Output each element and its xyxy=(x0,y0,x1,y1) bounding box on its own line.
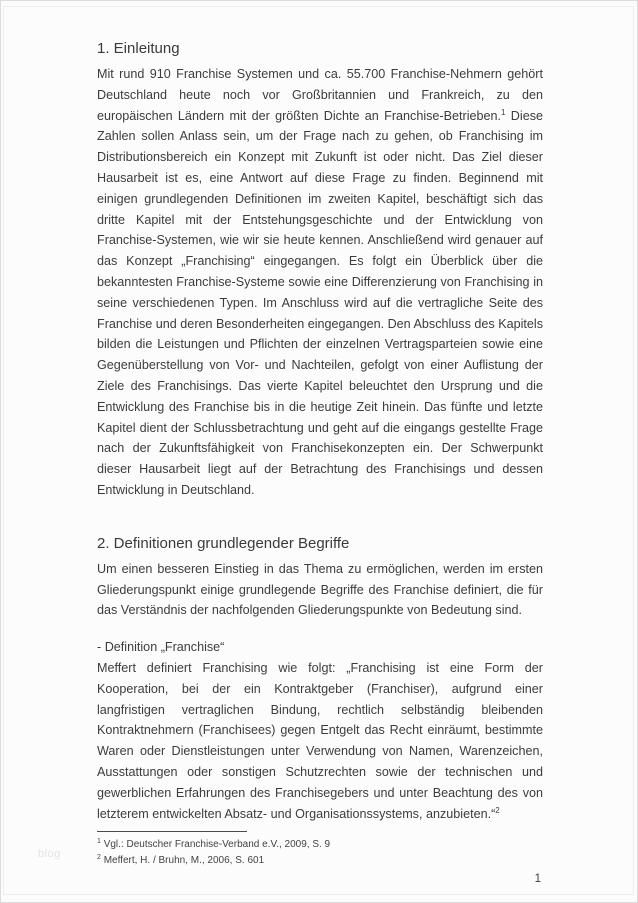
section-2-heading: 2. Definitionen grundlegender Begriffe xyxy=(97,534,350,552)
footnote-divider xyxy=(97,831,247,832)
watermark-text: blog xyxy=(38,848,61,860)
section-1-text-after-ref: Diese Zahlen sollen Anlass sein, um der Frage nach zu gehen, ob Franchising im Distributionsbereich ein Konzept mit Zukunft ist oder nicht. Das Ziel dieser Hausarbeit ist es, eine Antwort auf diese Frage zu finden. Beginnend mit einigen grundlegenden Definitionen im zweiten Kapitel, beschäftigt sich das dritte Kapitel mit der Entstehungsgeschichte und der Entwicklung von Franchise-Systemen, wie wir sie heute kennen. Anschließend wird genauer auf das Konzept „Franchising“ eingegangen. Es folgt ein Überblick über die bekanntesten Franchise-Systeme sowie eine Differenzierung von Franchising in seine verschiedenen Typen. Im Anschluss wird auf die vertragliche Seite des Franchise und deren Besonderheiten eingegangen. Den Abschluss des Kapitels bilden die Leistungen und Pflichten der einzelnen Vertragsparteien sowie eine Gegenüberstellung von Vor- und Nachteilen, gefolgt von einer Auflistung der Ziele des Franchisings. Das vierte Kapitel beleuchtet den Ursprung und die Entwicklung des Franchise bis in die heutige Zeit hinein. Das fünfte und letzte Kapitel dient der Schlussbetrachtung und geht auf die eingangs gestellte Frage nach der Zukunftsfähigkeit von Franchisekonzepten ein. Der Schwerpunkt dieser Hausarbeit liegt auf der Betrachtung des Franchisings und dessen Entwicklung in Deutschland. xyxy=(97,108,543,497)
footnote-2-marker: 2 xyxy=(97,854,101,862)
section-1-text-before-ref: Mit rund 910 Franchise Systemen und ca. 55.700 Franchise-Nehmern gehört Deutschland heute noch vor Großbritannien und Frankreich, zu den europäischen Ländern mit der größten Dichte an Franchise-Betrieben. xyxy=(97,67,543,123)
definition-franchise-subheading: - Definition „Franchise“ xyxy=(97,640,225,655)
footnote-1 xyxy=(97,835,543,851)
footnote-1-marker: 1 xyxy=(97,838,101,846)
footnotes-block xyxy=(97,835,543,867)
page-content xyxy=(97,39,543,885)
section-2-paragraph: Um einen besseren Einstieg in das Thema zu ermöglichen, werden im ersten Gliederungspunkt einige grundlegende Begriffe des Franchise definiert, die für das Verständnis der nachfolgenden Gliederungspunkte von Bedeutung sind. xyxy=(97,561,543,618)
footnote-2-text: Meffert, H. / Bruhn, M., 2006, S. 601 xyxy=(103,855,265,867)
footnote-1-text: Vgl.: Deutscher Franchise-Verband e.V., 2009, S. 9 xyxy=(103,839,331,851)
section-1-heading: 1. Einleitung xyxy=(97,40,180,57)
section-1-paragraph xyxy=(97,64,543,501)
footnote-reference-1: 1 xyxy=(501,107,506,117)
footnote-2 xyxy=(97,851,543,867)
footnote-reference-2: 2 xyxy=(495,805,500,815)
definition-text: Meffert definiert Franchising wie folgt: „Franchising ist eine Form der Kooperation, bei der ein Kontraktgeber (Franchiser), aufgrund einer langfristigen vertraglichen Bindung, rechtlich selbständig bleibenden Kontraktnehmern (Franchisees) gegen Entgelt das Recht einräumt, bestimmte Waren oder Dienstleistungen unter Verwendung von Namen, Warenzeichen, Ausstattungen oder sonstigen Schutzrechten sowie der technischen und gewerblichen Erfahrungen des Franchisegebers und unter Beachtung des von letzterem entwickelten Absatz- und Organisationssystems, anzubieten.“ xyxy=(97,660,543,821)
page-number: 1 xyxy=(534,873,541,886)
definition-paragraph xyxy=(97,658,543,824)
